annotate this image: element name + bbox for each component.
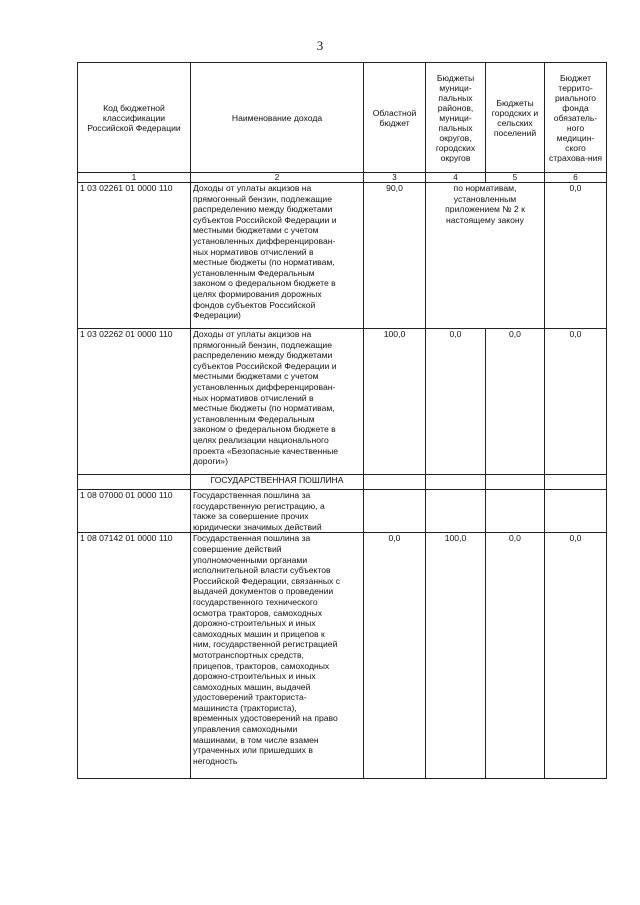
table-row	[78, 183, 607, 329]
normative-reference: по нормативам, установленным приложением № 2 к настоящему закону	[426, 183, 545, 329]
empty-cell	[426, 475, 486, 490]
settlement-value: 0,0	[486, 329, 545, 475]
column-number: 2	[191, 173, 364, 183]
header-code: Код бюджетной классификации Российской Федерации	[78, 63, 191, 173]
regional-value: 100,0	[364, 329, 426, 475]
insurance-value: 0,0	[545, 533, 607, 779]
row-code: 1 03 02261 01 0000 110	[78, 183, 191, 329]
header-insurance-fund-budget: Бюджет террито-риального фонда обязатель-ного медицин-ского страхова-ния	[545, 63, 607, 173]
empty-cell	[364, 475, 426, 490]
header-settlement-budgets: Бюджеты городских и сельских поселений	[486, 63, 545, 173]
row-name: Доходы от уплаты акцизов на прямогонный бензин, подлежащие распределению между бюджетами субъектов Российской Федерации и местными бюджетами с учетом установленных дифференцирован- ных нормативов отчислений в местные бюджеты (по нормативам, установленным Федеральным законом о федеральном бюджете в целях формирования дорожных фондов субъектов Российской Федерации)	[191, 183, 364, 329]
row-name: Государственная пошлина за государственную регистрацию, а также за совершение прочих юридически значимых действий	[191, 490, 364, 533]
empty-cell	[78, 475, 191, 490]
row-code: 1 08 07000 01 0000 110	[78, 490, 191, 533]
empty-cell	[364, 490, 426, 533]
section-title: ГОСУДАРСТВЕННАЯ ПОШЛИНА	[191, 475, 364, 490]
header-name: Наименование дохода	[191, 63, 364, 173]
column-number: 5	[486, 173, 545, 183]
column-number: 1	[78, 173, 191, 183]
empty-cell	[486, 475, 545, 490]
page-number: 3	[316, 38, 324, 53]
table-row	[78, 490, 607, 533]
municipal-value: 0,0	[426, 329, 486, 475]
empty-cell	[426, 490, 486, 533]
column-number: 3	[364, 173, 426, 183]
settlement-value: 0,0	[486, 533, 545, 779]
column-number-row	[78, 173, 607, 183]
insurance-value: 0,0	[545, 329, 607, 475]
row-name: Доходы от уплаты акцизов на прямогонный бензин, подлежащие распределению между бюджетами субъектов Российской Федерации и местными бюджетами с учетом установленных дифференцирован- ных нормативов отчислений в местные бюджеты (по нормативам, установленным Федеральным законом о федеральном бюджете в целях реализации национального проекта «Безопасные качественные дороги»)	[191, 329, 364, 475]
empty-cell	[545, 475, 607, 490]
table-row	[78, 329, 607, 475]
row-code: 1 08 07142 01 0000 110	[78, 533, 191, 779]
revenue-distribution-table	[77, 62, 607, 779]
regional-value: 0,0	[364, 533, 426, 779]
table-row	[78, 533, 607, 779]
column-number: 4	[426, 173, 486, 183]
header-regional-budget: Областной бюджет	[364, 63, 426, 173]
row-name: Государственная пошлина за совершение действий уполномоченными органами исполнительной власти субъектов Российской Федерации, связанных с выдачей документов о проведении государственного технического осмотра тракторов, самоходных дорожно-строительных и иных самоходных машин и прицепов к ним, государственной регистрацией мототранспортных средств, прицепов, тракторов, самоходных дорожно-строительных и иных самоходных машин, выдачей удостоверений тракториста- машиниста (тракториста), временных удостоверений на право управления самоходными машинами, в том числе взамен утраченных или пришедших в негодность	[191, 533, 364, 779]
empty-cell	[486, 490, 545, 533]
section-row	[78, 475, 607, 490]
header-municipal-budgets: Бюджеты муници-пальных районов, муници-пальных округов, городских округов	[426, 63, 486, 173]
municipal-value: 100,0	[426, 533, 486, 779]
table-header-row	[78, 63, 607, 173]
insurance-value: 0,0	[545, 183, 607, 329]
empty-cell	[545, 490, 607, 533]
column-number: 6	[545, 173, 607, 183]
row-code: 1 03 02262 01 0000 110	[78, 329, 191, 475]
regional-value: 90,0	[364, 183, 426, 329]
